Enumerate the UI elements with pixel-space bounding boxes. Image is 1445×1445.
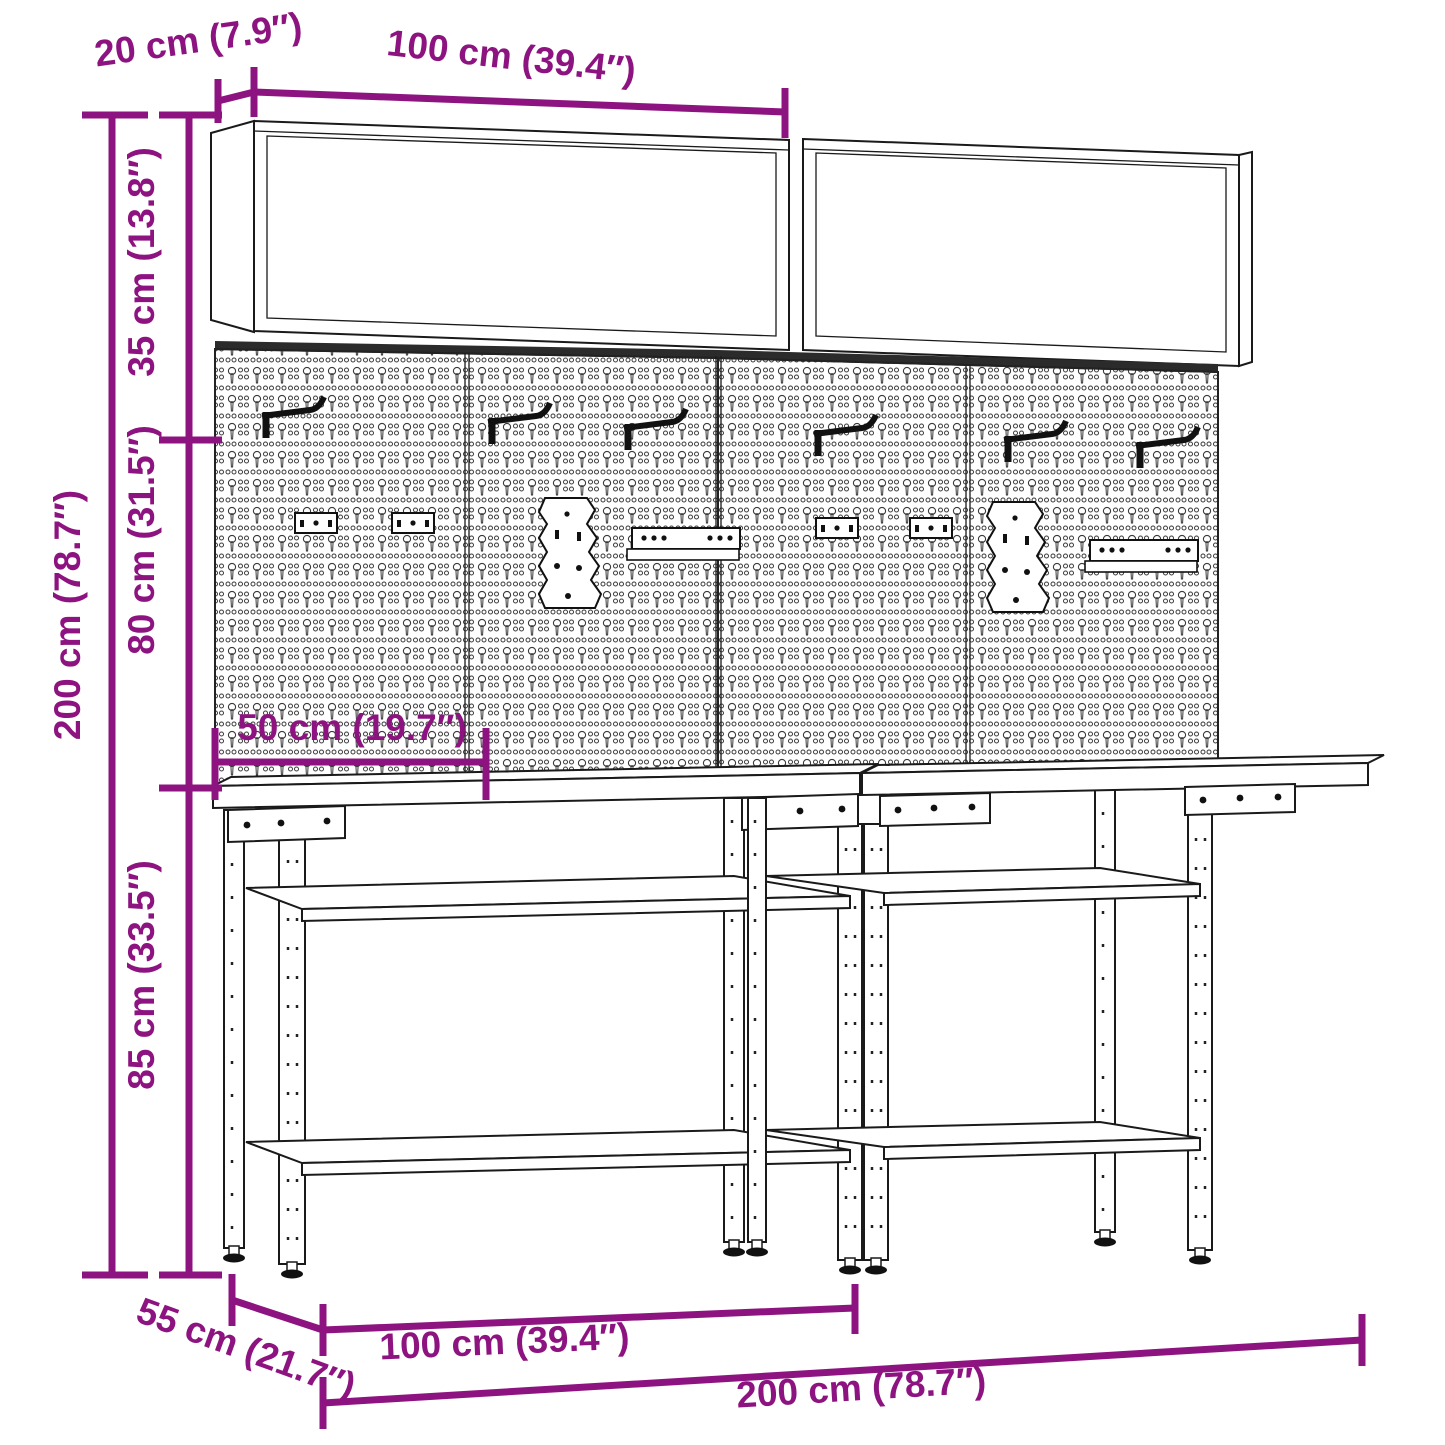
- dim-height-breakdown: [121, 115, 222, 1275]
- dim-workbench-width: [323, 1284, 855, 1367]
- bracket-plate: [910, 518, 952, 538]
- dim-pegboard-width-label: 50 cm (19.7″): [237, 707, 467, 748]
- dim-workbench-height-label: 85 cm (33.5″): [121, 860, 162, 1090]
- dim-cabinet-width: [254, 22, 785, 138]
- dim-cabinet-width-label: 100 cm (39.4″): [384, 22, 639, 92]
- wall-cabinet-left: [211, 121, 789, 350]
- dim-workbench-width-label: 100 cm (39.4″): [378, 1315, 631, 1368]
- dim-cabinet-height-label: 35 cm (13.8″): [121, 147, 162, 377]
- bracket-plate: [816, 518, 858, 538]
- bracket-plate: [295, 513, 337, 533]
- bracket-plate: [392, 513, 434, 533]
- dim-total-height-label: 200 cm (78.7″): [47, 489, 88, 741]
- dim-workbench-depth-label: 55 cm (21.7″): [131, 1289, 362, 1407]
- workbench-feet: [746, 1230, 1211, 1275]
- wall-cabinet-right: [803, 139, 1252, 366]
- dim-pegboard-height-label: 80 cm (31.5″): [121, 425, 162, 655]
- workbench-left: [213, 764, 878, 1279]
- tool-rail: [1085, 540, 1198, 572]
- dim-total-width-label: 200 cm (78.7″): [735, 1359, 988, 1416]
- dim-cabinet-depth: [92, 5, 305, 123]
- tool-rail: [627, 528, 740, 560]
- dim-cabinet-depth-label: 20 cm (7.9″): [91, 4, 305, 75]
- workbench-legs: [748, 790, 1212, 1260]
- dim-workbench-depth: [131, 1274, 361, 1407]
- workbench-feet: [223, 1240, 861, 1279]
